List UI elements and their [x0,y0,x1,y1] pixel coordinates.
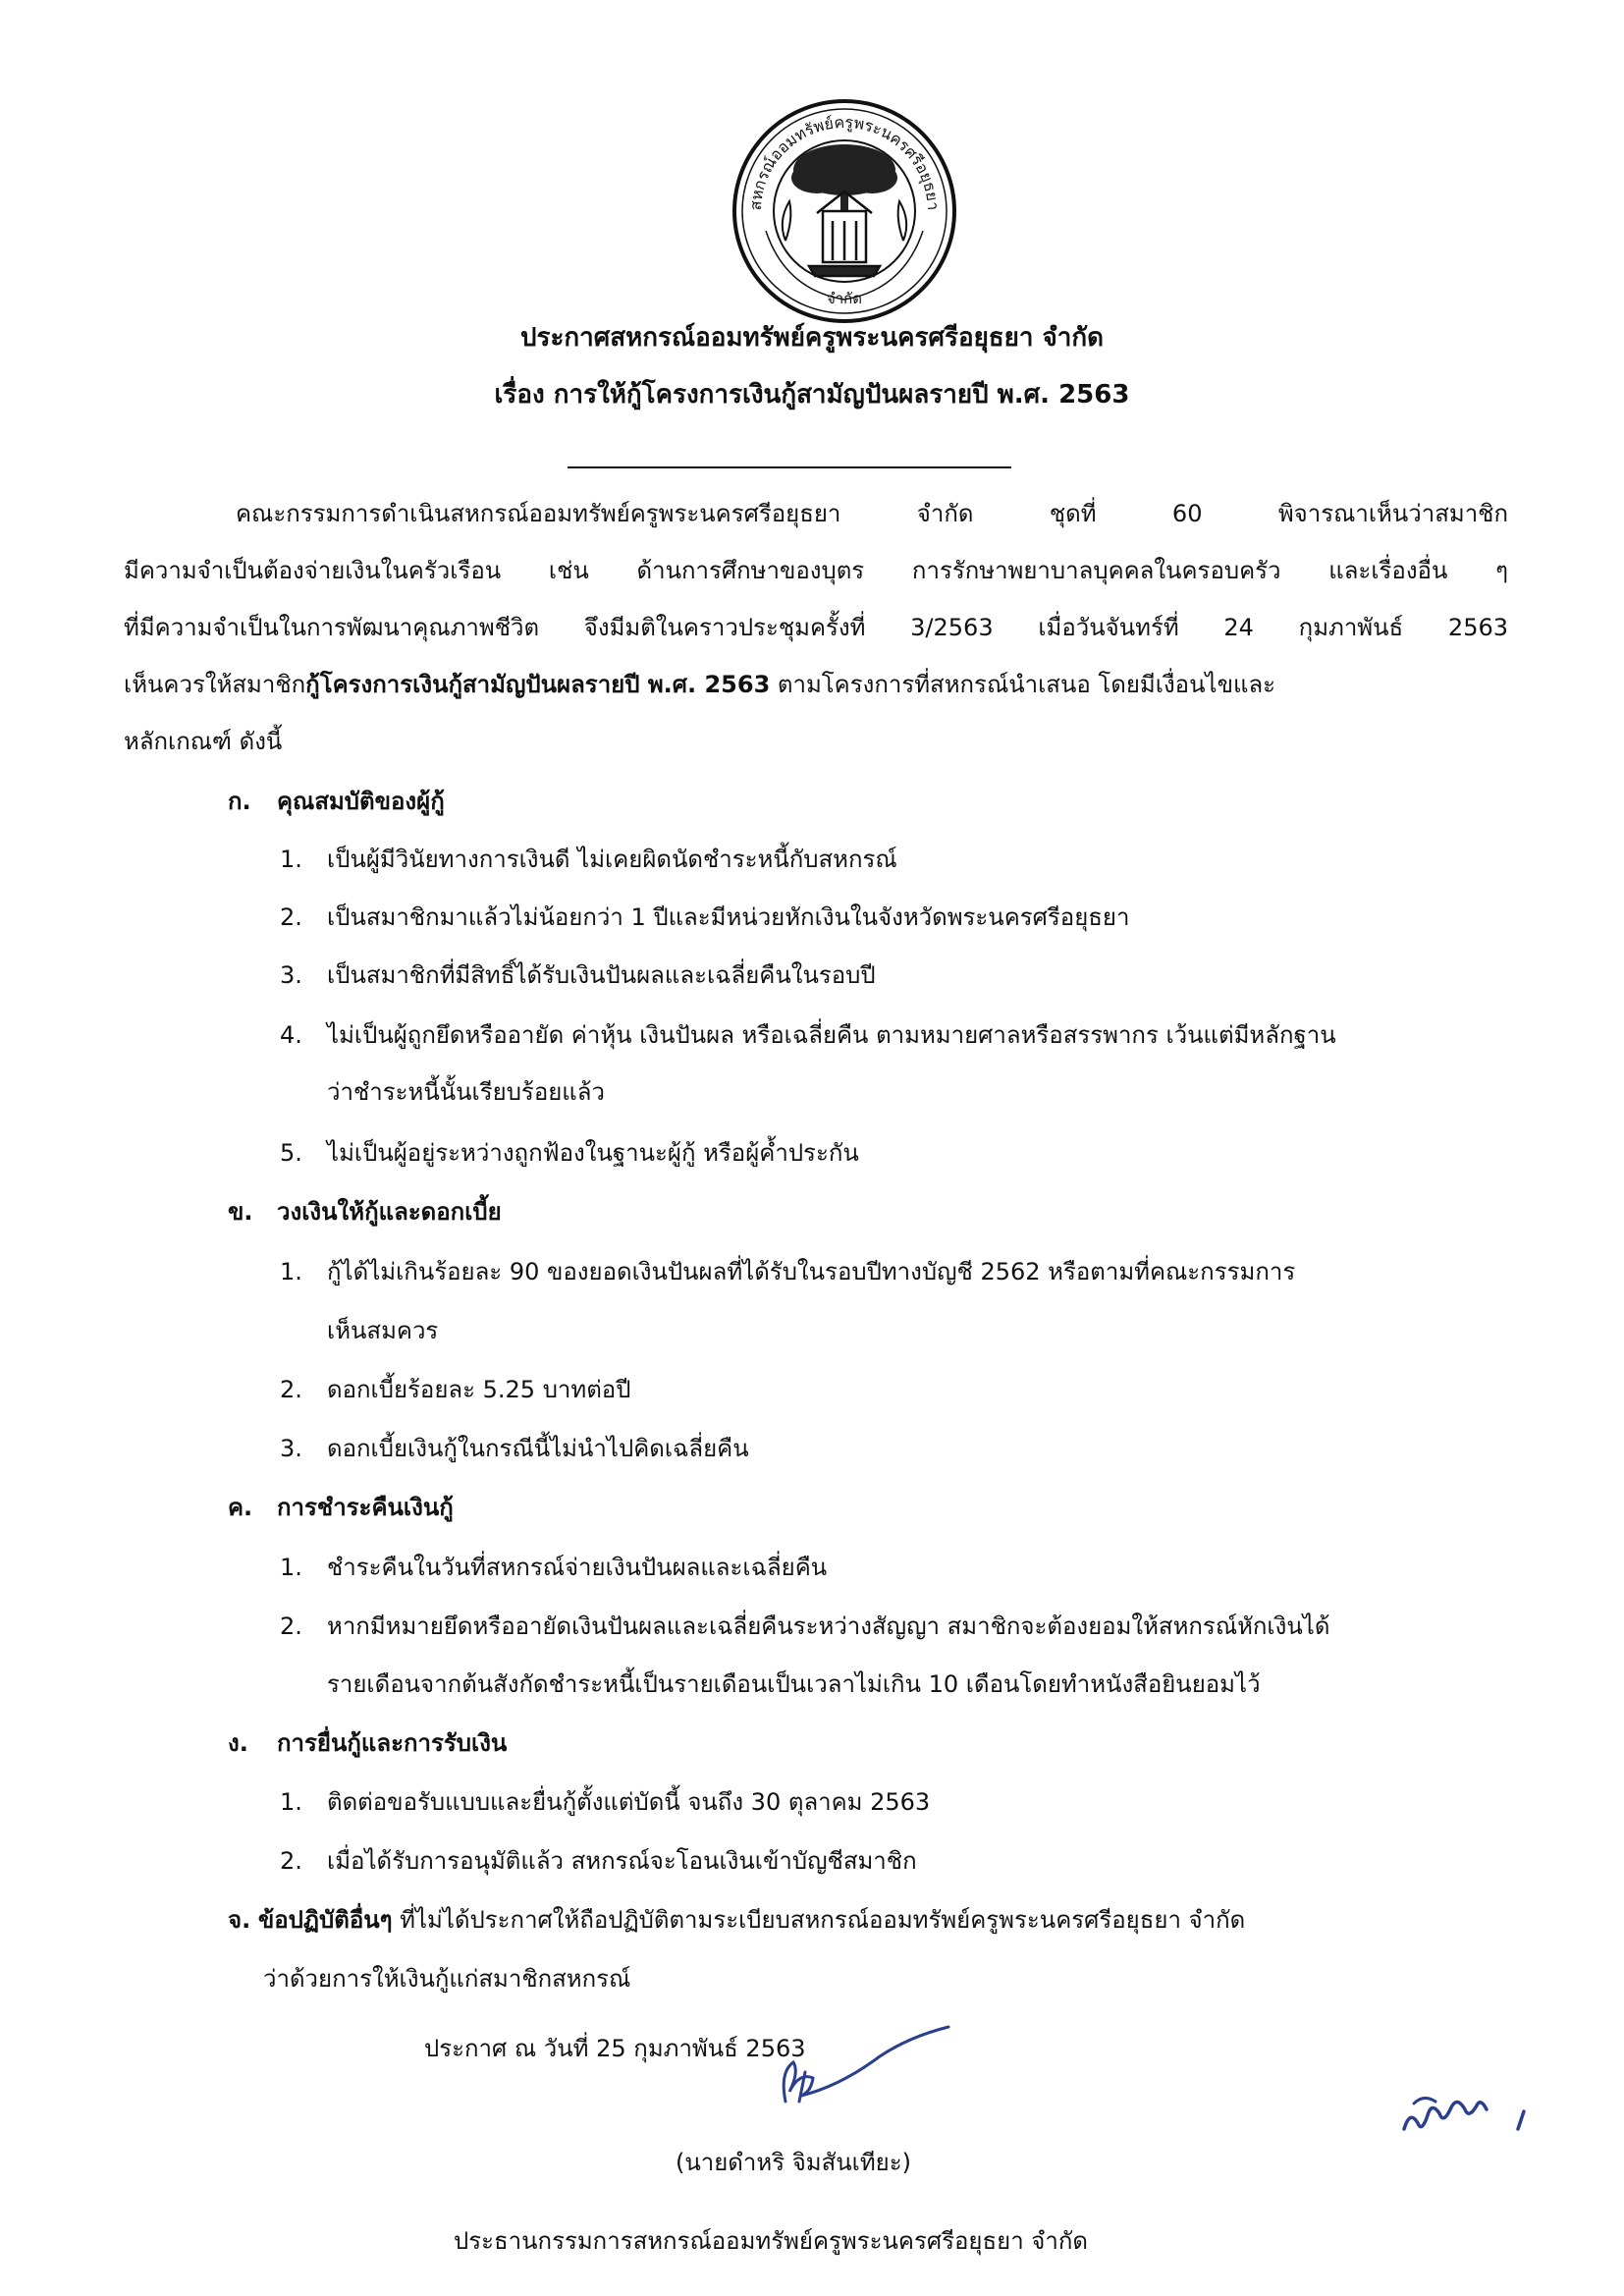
section-a-marker: ก. [228,788,251,815]
section-b-item-1: กู้ได้ไม่เกินร้อยละ 90 ของยอดเงินปันผลที่ได้รับในรอบปีทางบัญชี 2562 หรือตามที่คณะกรรมการ [327,1258,1296,1285]
chairman-signature [746,2013,982,2131]
section-b-heading [228,1194,502,1230]
section-e-marker: จ. [228,1906,251,1934]
section-c-item-2-number: 2. [280,1613,302,1640]
section-b-item-3-number: 3. [280,1435,302,1462]
section-d-title: การยื่นกู้และการรับเงิน [277,1729,508,1757]
section-b-item-1-number: 1. [280,1258,302,1285]
seal-text-bottom: จำกัด [826,290,863,307]
seal-text-top: สหกรณ์ออมทรัพย์ครูพระนครศรีอยุธยา [745,112,944,211]
intro-line-3: ที่มีความจำเป็นในการพัฒนาคุณภาพชีวิต จึงมีมติในคราวประชุมครั้งที่ 3/2563 เมื่อวันจันทร์ที่ 24 กุมภาพันธ์ 2563 [124,614,1508,641]
section-c-heading [228,1490,454,1525]
section-c-item-1-number: 1. [280,1554,302,1581]
section-e-text: ที่ไม่ได้ประกาศให้ถือปฏิบัติตามระเบียบสหกรณ์ออมทรัพย์ครูพระนครศรีอยุธยา จำกัด [392,1906,1246,1934]
section-a-item-3-number: 3. [280,961,302,989]
section-b-title: วงเงินให้กู้และดอกเบี้ย [277,1198,502,1226]
section-d-marker: ง. [228,1729,248,1757]
section-c-marker: ค. [228,1494,253,1521]
section-b-item-2: ดอกเบี้ยร้อยละ 5.25 บาทต่อปี [327,1376,631,1403]
section-a-item-5-number: 5. [280,1139,302,1167]
section-d-item-2: เมื่อได้รับการอนุมัติแล้ว สหกรณ์จะโอนเงินเข้าบัญชีสมาชิก [327,1847,917,1875]
section-a-item-5: ไม่เป็นผู้อยู่ระหว่างถูกฟ้องในฐานะผู้กู้ หรือผู้ค้ำประกัน [327,1139,859,1167]
intro-line-1: คณะกรรมการดำเนินสหกรณ์ออมทรัพย์ครูพระนครศรีอยุธยา จำกัด ชุดที่ 60 พิจารณาเห็นว่าสมาชิก [236,500,1508,527]
section-d-item-2-number: 2. [280,1847,302,1875]
handwritten-initials [1394,2082,1551,2151]
section-b-item-1-cont: เห็นสมควร [327,1317,439,1344]
left-flame-ornament [783,201,791,241]
section-b-marker: ข. [228,1198,253,1226]
announce-date: ประกาศ ณ วันที่ 25 กุมภาพันธ์ 2563 [424,2035,806,2062]
section-d-item-1-number: 1. [280,1788,302,1816]
section-b-item-3: ดอกเบี้ยเงินกู้ในกรณีนี้ไม่นำไปคิดเฉลี่ยคืน [327,1435,749,1462]
section-e-title: ข้อปฏิบัติอื่นๆ [257,1906,393,1934]
section-a-item-4-cont: ว่าชำระหนี้นั้นเรียบร้อยแล้ว [327,1078,605,1106]
intro-project-name: กู้โครงการเงินกู้สามัญปันผลรายปี พ.ศ. 2563 [305,671,771,698]
section-a-item-2: เป็นสมาชิกมาแล้วไม่น้อยกว่า 1 ปีและมีหน่วยหักเงินในจังหวัดพระนครศรีอยุธยา [327,903,1130,931]
section-a-heading [228,784,445,819]
section-c-title: การชำระคืนเงินกู้ [277,1494,454,1521]
intro-line-4 [124,667,1275,702]
section-c-item-1: ชำระคืนในวันที่สหกรณ์จ่ายเงินปันผลและเฉลี่ยคืน [327,1554,828,1581]
section-c-item-2: หากมีหมายยึดหรืออายัดเงินปันผลและเฉลี่ยคืนระหว่างสัญญา สมาชิกจะต้องยอมให้สหกรณ์หักเงินได้ [327,1613,1330,1640]
signer-position: ประธานกรรมการสหกรณ์ออมทรัพย์ครูพระนครศรีอยุธยา จำกัด [454,2227,1088,2255]
section-a-item-2-number: 2. [280,903,302,931]
section-c-item-2-cont: รายเดือนจากต้นสังกัดชำระหนี้เป็นรายเดือนเป็นเวลาไม่เกิน 10 เดือนโดยทำหนังสือยินยอมไว้ [327,1670,1261,1698]
section-a-item-4-number: 4. [280,1021,302,1049]
section-a-item-3: เป็นสมาชิกที่มีสิทธิ์ได้รับเงินปันผลและเฉลี่ยคืนในรอบปี [327,961,876,989]
section-e-line-1 [228,1902,1245,1938]
section-b-item-2-number: 2. [280,1376,302,1403]
announcement-subject: เรื่อง การให้กู้โครงการเงินกู้สามัญปันผลรายปี พ.ศ. 2563 [494,380,1130,410]
intro-line-5: หลักเกณฑ์ ดังนี้ [124,728,283,755]
section-a-item-4: ไม่เป็นผู้ถูกยึดหรืออายัด ค่าหุ้น เงินปันผล หรือเฉลี่ยคืน ตามหมายศาลหรือสรรพากร เว้นแต่มีหลักฐาน [327,1021,1336,1049]
section-a-item-1: เป็นผู้มีวินัยทางการเงินดี ไม่เคยผิดนัดชำระหนี้กับสหกรณ์ [327,846,897,873]
intro-line-4-start: เห็นควรให้สมาชิก [124,671,306,698]
signer-name: (นายดำหริ จิมสันเทียะ) [676,2149,911,2176]
right-flame-ornament [898,201,907,241]
section-a-title: คุณสมบัติของผู้กู้ [277,788,445,815]
announcement-title: ประกาศสหกรณ์ออมทรัพย์ครูพระนครศรีอยุธยา จำกัด [519,323,1105,353]
cooperative-seal-logo [727,93,962,329]
section-d-heading [228,1725,507,1761]
title-divider [568,466,1011,468]
section-e-line-2: ว่าด้วยการให้เงินกู้แก่สมาชิกสหกรณ์ [263,1965,631,1993]
intro-line-4-end: ตามโครงการที่สหกรณ์นำเสนอ โดยมีเงื่อนไขและ [770,671,1276,698]
section-a-item-1-number: 1. [280,846,302,873]
intro-line-2: มีความจำเป็นต้องจ่ายเงินในครัวเรือน เช่น ด้านการศึกษาของบุตร การรักษาพยาบาลบุคคลในครอบครัว และเรื่องอื่น ๆ [124,557,1508,584]
section-d-item-1: ติดต่อขอรับแบบและยื่นกู้ตั้งแต่บัดนี้ จนถึง 30 ตุลาคม 2563 [327,1788,931,1816]
